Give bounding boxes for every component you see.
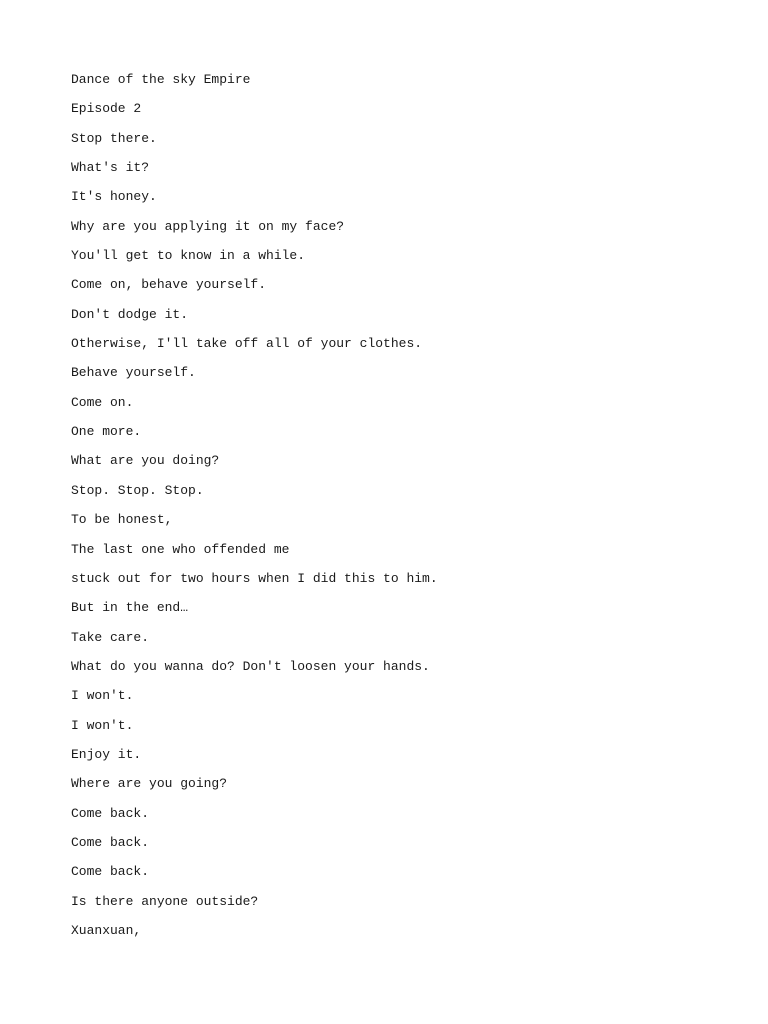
transcript-line: Come on. xyxy=(71,394,134,410)
transcript-line: Come back. xyxy=(71,864,150,880)
transcript-line: It's honey. xyxy=(71,189,157,205)
transcript-line: Is there anyone outside? xyxy=(71,893,259,909)
episode-label: Episode 2 xyxy=(71,101,142,117)
transcript-line: Come back. xyxy=(71,834,150,850)
transcript-line: What do you wanna do? Don't loosen your hands. xyxy=(71,658,430,674)
transcript-line: To be honest, xyxy=(71,512,173,528)
transcript-line: You'll get to know in a while. xyxy=(71,248,306,264)
transcript-line: The last one who offended me xyxy=(71,541,290,557)
transcript-line: Where are you going? xyxy=(71,776,228,792)
transcript-line: Enjoy it. xyxy=(71,746,142,762)
transcript-line: Don't dodge it. xyxy=(71,306,189,322)
transcript-line: But in the end… xyxy=(71,600,189,616)
transcript-line: stuck out for two hours when I did this to him. xyxy=(71,570,438,586)
transcript-line: Stop there. xyxy=(71,130,157,146)
transcript-lines xyxy=(71,70,438,950)
transcript-line: Behave yourself. xyxy=(71,365,196,381)
transcript-line: Take care. xyxy=(71,629,150,645)
transcript-line: What's it? xyxy=(71,160,150,176)
transcript-line: Xuanxuan, xyxy=(71,922,142,938)
document-title: Dance of the sky Empire xyxy=(71,72,251,87)
transcript-line: One more. xyxy=(71,424,142,440)
transcript-line: Otherwise, I'll take off all of your clothes. xyxy=(71,336,423,352)
transcript-line: What are you doing? xyxy=(71,453,220,469)
transcript-line: Stop. Stop. Stop. xyxy=(71,482,204,498)
transcript-line: I won't. xyxy=(71,717,134,733)
transcript-line: I won't. xyxy=(71,688,134,704)
transcript-line: Why are you applying it on my face? xyxy=(71,218,345,234)
transcript-line: Come back. xyxy=(71,805,150,821)
transcript-line: Come on, behave yourself. xyxy=(71,277,267,293)
